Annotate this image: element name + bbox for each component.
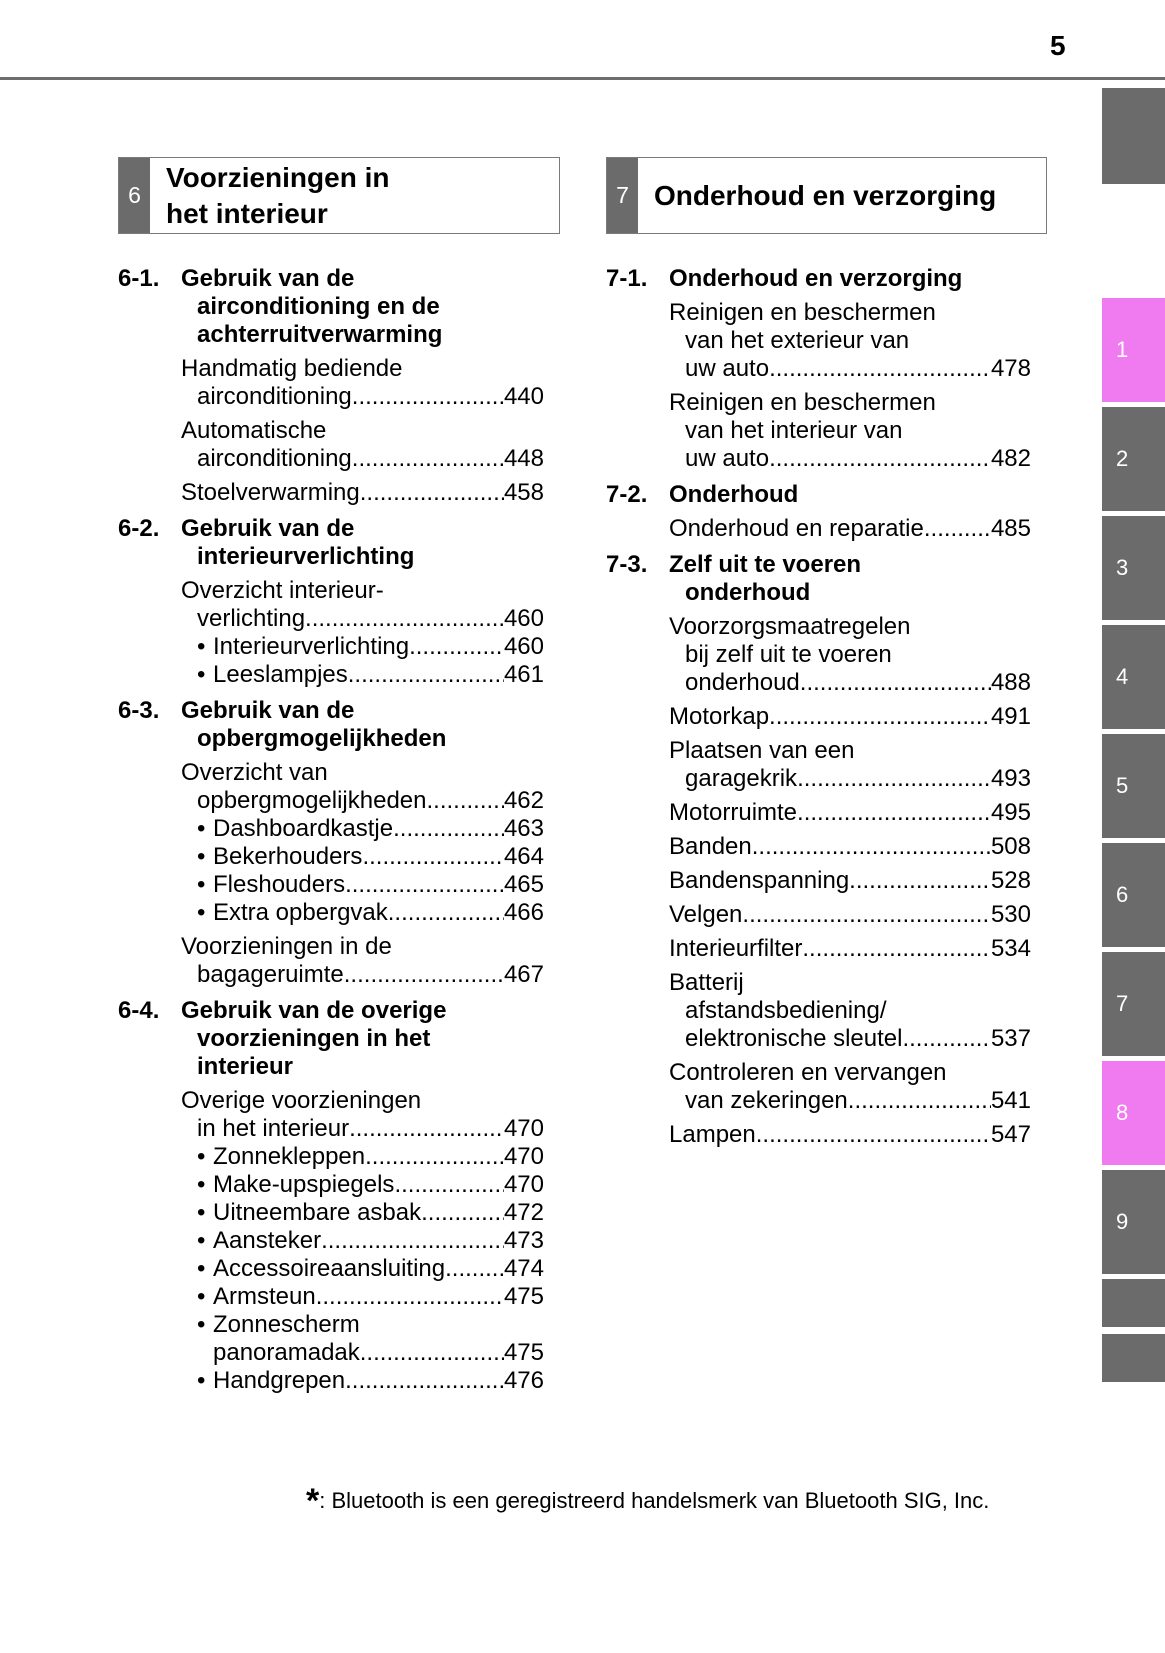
toc-section <box>118 697 544 989</box>
toc-entry[interactable] <box>669 389 1031 473</box>
bullet-icon: • <box>197 1143 206 1170</box>
entry-label: in het interieur <box>197 1115 350 1142</box>
chapter-6-header <box>118 157 560 234</box>
entry-line <box>669 703 1031 731</box>
toc-section <box>118 265 544 507</box>
toc-entry[interactable] <box>669 867 1031 895</box>
page-ref: 488 <box>990 669 1031 696</box>
dot-leader <box>352 383 504 411</box>
chapter-tab[interactable]: 1 <box>1102 298 1165 402</box>
bullet-icon: • <box>197 815 206 842</box>
chapter-tab[interactable]: 4 <box>1102 625 1165 729</box>
dot-leader <box>394 1171 504 1199</box>
bullet-icon: • <box>197 899 206 926</box>
chapter-tab[interactable]: 9 <box>1102 1170 1165 1274</box>
dot-leader <box>800 669 991 697</box>
chapter-tab[interactable]: 5 <box>1102 734 1165 838</box>
sub-entry-label: Interieurverlichting <box>213 633 410 660</box>
page-ref: 478 <box>990 355 1031 382</box>
page-ref: 458 <box>503 479 544 506</box>
page-ref: 472 <box>503 1199 544 1226</box>
entry-label: Bandenspanning <box>669 867 850 894</box>
entry-title-line: van het interieur van <box>685 417 903 444</box>
sub-entry-label: Extra opbergvak <box>213 899 388 926</box>
toc-section <box>118 515 544 689</box>
sub-entry-label: Dashboardkastje <box>213 815 394 842</box>
page-ref: 475 <box>503 1339 544 1366</box>
sub-entry-label: Bekerhouders <box>213 843 363 870</box>
page-ref: 475 <box>503 1283 544 1310</box>
bullet-icon: • <box>197 1311 206 1338</box>
toc-entry[interactable] <box>669 703 1031 731</box>
entry-title-line: Plaatsen van een <box>669 737 855 764</box>
toc-entry[interactable] <box>669 799 1031 827</box>
section-title: Zelf uit te voeren onderhoud <box>669 551 862 606</box>
section-entries <box>118 577 544 689</box>
footnote <box>306 1482 989 1521</box>
sub-entry[interactable] <box>181 815 544 843</box>
dot-leader <box>409 633 504 661</box>
page-ref: 460 <box>503 633 544 660</box>
page-ref: 537 <box>990 1025 1031 1052</box>
section-entries <box>118 1087 544 1395</box>
entry-title-line: Overzicht van <box>181 759 328 786</box>
dot-leader <box>848 1087 991 1115</box>
sub-entry[interactable] <box>181 661 544 689</box>
section-heading <box>118 997 544 1081</box>
entry-line <box>669 445 1031 473</box>
toc-section <box>606 551 1031 1149</box>
entry-label: airconditioning <box>197 383 352 410</box>
section-heading <box>606 551 1031 607</box>
chapter-title: Onderhoud en verzorging <box>654 179 997 211</box>
sub-entry-line <box>197 1311 544 1339</box>
section-number: 7-2. <box>606 481 648 508</box>
dot-leader <box>769 445 991 473</box>
entry-title-line: Batterij <box>669 969 744 996</box>
page-ref: 530 <box>990 901 1031 928</box>
section-number: 7-3. <box>606 551 648 578</box>
chapter-tab[interactable] <box>1102 88 1165 184</box>
page-ref: 460 <box>503 605 544 632</box>
chapter-title: Voorzieningen in het interieur <box>166 161 390 229</box>
entry-label: onderhoud <box>685 669 800 696</box>
chapter-tab[interactable]: 3 <box>1102 516 1165 620</box>
dot-leader <box>352 445 504 473</box>
entry-title-line: Controleren en vervangen <box>669 1059 947 1086</box>
page-ref: 470 <box>503 1143 544 1170</box>
sub-entry-label: Uitneembare asbak <box>213 1199 422 1226</box>
entry-line <box>669 867 1031 895</box>
entry-label: Velgen <box>669 901 743 928</box>
page-ref: 440 <box>503 383 544 410</box>
toc-entry[interactable] <box>669 901 1031 929</box>
sub-entry-label: panoramadak <box>213 1339 360 1366</box>
page-ref: 448 <box>503 445 544 472</box>
footnote-star: * <box>306 1482 320 1520</box>
section-heading <box>118 515 544 571</box>
page-ref: 467 <box>503 961 544 988</box>
page-ref: 493 <box>990 765 1031 792</box>
sub-entry-label: Make-upspiegels <box>213 1171 395 1198</box>
sub-entry-label: Armsteun <box>213 1283 316 1310</box>
sub-entry-label: Aansteker <box>213 1227 322 1254</box>
dot-leader <box>445 1255 504 1283</box>
entry-label: elektronische sleutel <box>685 1025 903 1052</box>
entry-line <box>669 1121 1031 1149</box>
page-ref: 495 <box>990 799 1031 826</box>
sub-entry[interactable] <box>181 871 544 899</box>
toc-entry[interactable] <box>181 355 544 411</box>
sub-entry[interactable] <box>181 1227 544 1255</box>
section-number: 6-2. <box>118 515 160 542</box>
toc-entry[interactable] <box>181 759 544 927</box>
section-heading <box>606 481 1031 509</box>
dot-leader <box>742 901 991 929</box>
entry-label: opbergmogelijkheden <box>197 787 427 814</box>
dot-leader <box>365 1143 504 1171</box>
dot-leader <box>344 961 504 989</box>
chapter-7-header <box>606 157 1047 234</box>
dot-leader <box>348 661 504 689</box>
page-ref: 541 <box>990 1087 1031 1114</box>
entry-title-line: Voorzieningen in de <box>181 933 392 960</box>
entry-label: Stoelverwarming <box>181 479 360 506</box>
entry-line <box>669 765 1031 793</box>
entry-line <box>669 669 1031 697</box>
toc-column-right <box>606 265 1031 1149</box>
entry-line <box>181 479 544 507</box>
entry-line <box>669 515 1031 543</box>
bullet-icon: • <box>197 1283 206 1310</box>
toc-entry[interactable] <box>669 935 1031 963</box>
chapter-tab[interactable]: 2 <box>1102 407 1165 511</box>
section-number: 6-4. <box>118 997 160 1024</box>
bullet-icon: • <box>197 1171 206 1198</box>
sub-entry[interactable] <box>181 1283 544 1311</box>
sub-entry-label: Zonnescherm <box>213 1311 360 1338</box>
section-number: 7-1. <box>606 265 648 292</box>
entry-label: Motorkap <box>669 703 770 730</box>
dot-leader <box>360 479 504 507</box>
chapter-tab[interactable]: 7 <box>1102 952 1165 1056</box>
entry-label: Onderhoud en reparatie <box>669 515 924 542</box>
toc-column-left <box>118 265 544 1395</box>
page-ref: 466 <box>503 899 544 926</box>
page-ref: 528 <box>990 867 1031 894</box>
section-entries <box>606 299 1031 473</box>
toc-entry[interactable] <box>669 1059 1031 1115</box>
chapter-number: 6 <box>119 158 150 233</box>
chapter-tab[interactable] <box>1102 1334 1165 1382</box>
toc-entry[interactable] <box>181 1087 544 1395</box>
section-number: 6-1. <box>118 265 160 292</box>
section-heading <box>118 697 544 753</box>
bullet-icon: • <box>197 1199 206 1226</box>
sub-entry-line <box>197 1339 544 1367</box>
bullet-icon: • <box>197 633 206 660</box>
entry-label: bagageruimte <box>197 961 344 988</box>
entry-title-line: bij zelf uit te voeren <box>685 641 892 668</box>
section-heading <box>606 265 1031 293</box>
dot-leader <box>393 815 504 843</box>
bullet-icon: • <box>197 1367 206 1394</box>
bullet-icon: • <box>197 871 206 898</box>
entry-line <box>669 1025 1031 1053</box>
toc-entry[interactable] <box>181 479 544 507</box>
toc-section <box>606 265 1031 473</box>
top-rule <box>0 77 1165 80</box>
dot-leader <box>388 899 504 927</box>
sub-entry-label: Zonnekleppen <box>213 1143 366 1170</box>
entry-title-line: Handmatig bediende <box>181 355 403 382</box>
page-ref: 534 <box>990 935 1031 962</box>
entry-line <box>181 961 544 989</box>
bullet-icon: • <box>197 1255 206 1282</box>
toc-entry[interactable] <box>669 613 1031 697</box>
entry-title-line: Automatische <box>181 417 327 444</box>
dot-leader <box>797 765 991 793</box>
entry-label: Motorruimte <box>669 799 798 826</box>
dot-leader <box>421 1199 504 1227</box>
dot-leader <box>802 935 991 963</box>
entry-line <box>669 833 1031 861</box>
toc-entry[interactable] <box>669 299 1031 383</box>
sub-entry-label: Fleshouders <box>213 871 346 898</box>
chapter-tab[interactable]: 8 <box>1102 1061 1165 1165</box>
toc-entry[interactable] <box>669 1121 1031 1149</box>
entry-label: Lampen <box>669 1121 756 1148</box>
entry-title-line: Voorzorgsmaatregelen <box>669 613 911 640</box>
dot-leader <box>345 871 504 899</box>
toc-section <box>606 481 1031 543</box>
section-title: Gebruik van de airconditioning en de achterruitverwarming <box>181 265 443 348</box>
entry-line <box>181 787 544 815</box>
entry-label: verlichting <box>197 605 306 632</box>
section-title: Onderhoud en verzorging <box>669 265 963 292</box>
entry-title-line: Reinigen en beschermen <box>669 299 936 326</box>
sub-entry[interactable] <box>181 633 544 661</box>
dot-leader <box>345 1367 504 1395</box>
page-ref: 508 <box>990 833 1031 860</box>
section-entries <box>606 613 1031 1149</box>
dot-leader <box>752 833 991 861</box>
entry-line <box>181 445 544 473</box>
toc-entry[interactable] <box>669 737 1031 793</box>
entry-line <box>669 935 1031 963</box>
section-title: Onderhoud <box>669 481 799 508</box>
dot-leader <box>924 515 991 543</box>
section-title: Gebruik van de opbergmogelijkheden <box>181 697 447 752</box>
section-entries <box>118 355 544 507</box>
page-ref: 476 <box>503 1367 544 1394</box>
page-ref: 463 <box>503 815 544 842</box>
entry-label: uw auto <box>685 355 770 382</box>
dot-leader <box>316 1283 504 1311</box>
toc-entry[interactable] <box>669 969 1031 1053</box>
dot-leader <box>769 703 991 731</box>
page-ref: 462 <box>503 787 544 814</box>
sub-entry[interactable] <box>181 1171 544 1199</box>
section-entries <box>118 759 544 989</box>
dot-leader <box>427 787 504 815</box>
entry-title-line: afstandsbediening/ <box>685 997 887 1024</box>
entry-label: uw auto <box>685 445 770 472</box>
page-ref: 491 <box>990 703 1031 730</box>
entry-title-line: Overige voorzieningen <box>181 1087 422 1114</box>
sub-entry-label: Handgrepen <box>213 1367 346 1394</box>
section-heading <box>118 265 544 349</box>
sub-entry[interactable] <box>181 1367 544 1395</box>
entry-line <box>181 1115 544 1143</box>
toc-entry[interactable] <box>669 833 1031 861</box>
entry-line <box>669 355 1031 383</box>
entry-line <box>669 1087 1031 1115</box>
page-ref: 470 <box>503 1171 544 1198</box>
entry-line <box>669 901 1031 929</box>
entry-label: garagekrik <box>685 765 798 792</box>
footnote-text: : Bluetooth is een geregistreerd handelsmerk van Bluetooth SIG, Inc. <box>319 1488 990 1513</box>
section-title: Gebruik van de interieurverlichting <box>181 515 415 570</box>
sub-entry[interactable] <box>181 1311 544 1367</box>
sub-entry[interactable] <box>181 1143 544 1171</box>
dot-leader <box>305 605 504 633</box>
entry-title-line: van het exterieur van <box>685 327 910 354</box>
chapter-number: 7 <box>607 158 638 233</box>
bullet-icon: • <box>197 843 206 870</box>
bullet-icon: • <box>197 661 206 688</box>
section-title: Gebruik van de overige voorzieningen in het interieur <box>181 997 447 1080</box>
page-ref: 470 <box>503 1115 544 1142</box>
sub-entry[interactable] <box>181 899 544 927</box>
page-ref: 473 <box>503 1227 544 1254</box>
page-ref: 474 <box>503 1255 544 1282</box>
dot-leader <box>849 867 991 895</box>
dot-leader <box>797 799 991 827</box>
entry-label: Interieurfilter <box>669 935 803 962</box>
entry-line <box>181 383 544 411</box>
section-number: 6-3. <box>118 697 160 724</box>
page-ref: 547 <box>990 1121 1031 1148</box>
toc-entry[interactable] <box>669 515 1031 543</box>
sub-entry[interactable] <box>181 1255 544 1283</box>
toc-entry[interactable] <box>181 933 544 989</box>
entry-title-line: Overzicht interieur- <box>181 577 384 604</box>
dot-leader <box>756 1121 991 1149</box>
dot-leader <box>360 1339 504 1367</box>
entry-line <box>181 605 544 633</box>
toc-section <box>118 997 544 1395</box>
toc-entry[interactable] <box>181 577 544 689</box>
entry-label: airconditioning <box>197 445 352 472</box>
sub-entry-label: Leeslampjes <box>213 661 348 688</box>
page-ref: 482 <box>990 445 1031 472</box>
bullet-icon: • <box>197 1227 206 1254</box>
page-number: 5 <box>1050 30 1066 61</box>
entry-title-line: Reinigen en beschermen <box>669 389 936 416</box>
entry-label: Banden <box>669 833 752 860</box>
sub-entry-label: Accessoireaansluiting <box>213 1255 446 1282</box>
dot-leader <box>349 1115 504 1143</box>
sub-entry[interactable] <box>181 1199 544 1227</box>
toc-entry[interactable] <box>181 417 544 473</box>
dot-leader <box>362 843 504 871</box>
section-entries <box>606 515 1031 543</box>
page-ref: 464 <box>503 843 544 870</box>
entry-label: van zekeringen <box>685 1087 848 1114</box>
dot-leader <box>769 355 991 383</box>
entry-line <box>669 799 1031 827</box>
page-ref: 461 <box>503 661 544 688</box>
chapter-tab[interactable]: 6 <box>1102 843 1165 947</box>
dot-leader <box>902 1025 991 1053</box>
dot-leader <box>321 1227 504 1255</box>
sub-entry[interactable] <box>181 843 544 871</box>
chapter-tab[interactable] <box>1102 1279 1165 1327</box>
page-ref: 485 <box>990 515 1031 542</box>
page-ref: 465 <box>503 871 544 898</box>
